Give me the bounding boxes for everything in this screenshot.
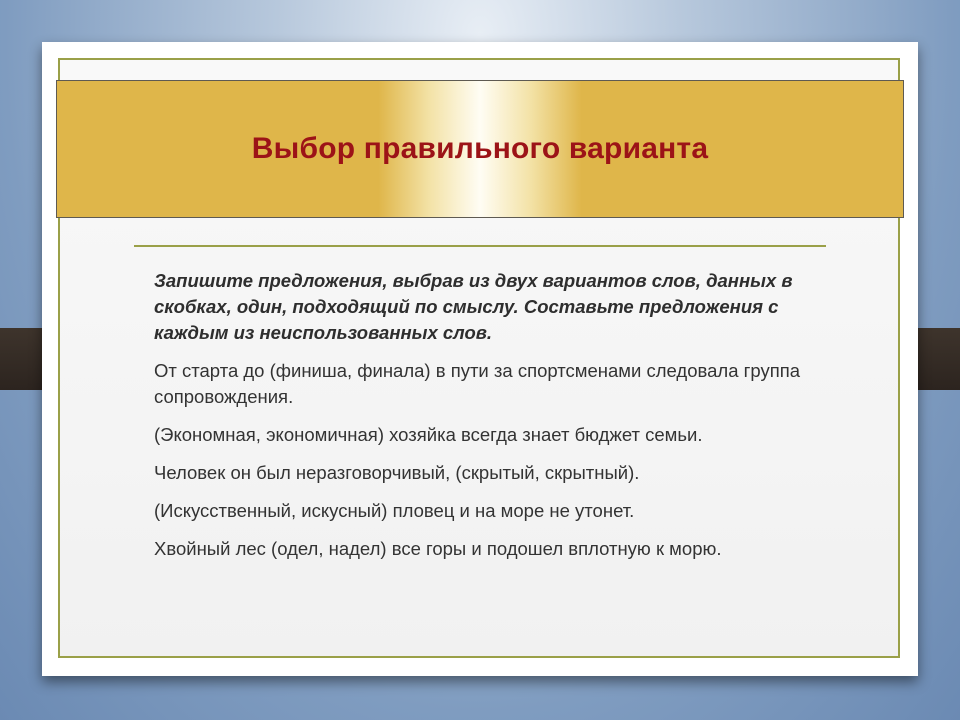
title-bar: [56, 80, 904, 218]
sentence-item: Хвойный лес (одел, надел) все горы и подошел вплотную к морю.: [154, 538, 722, 559]
sentence-item: (Экономная, экономичная) хозяйка всегда знает бюджет семьи.: [154, 424, 703, 445]
sentence-item: (Искусственный, искусный) пловец и на море не утонет.: [154, 500, 635, 521]
slide-card: [42, 42, 918, 676]
slide-title: Выбор правильного варианта: [251, 132, 709, 165]
task-instruction: Запишите предложения, выбрав из двух вариантов слов, данных в скобках, один, подходящий по смыслу. Составьте предложения с каждым из неиспользованных слов.: [154, 270, 793, 343]
sentence-item: От старта до (финиша, финала) в пути за спортсменами следовала группа сопровождения.: [154, 360, 801, 407]
slide-content: [154, 268, 834, 574]
sentence-item: Человек он был неразговорчивый, (скрытый, скрытный).: [154, 462, 640, 483]
title-divider: [134, 245, 826, 247]
